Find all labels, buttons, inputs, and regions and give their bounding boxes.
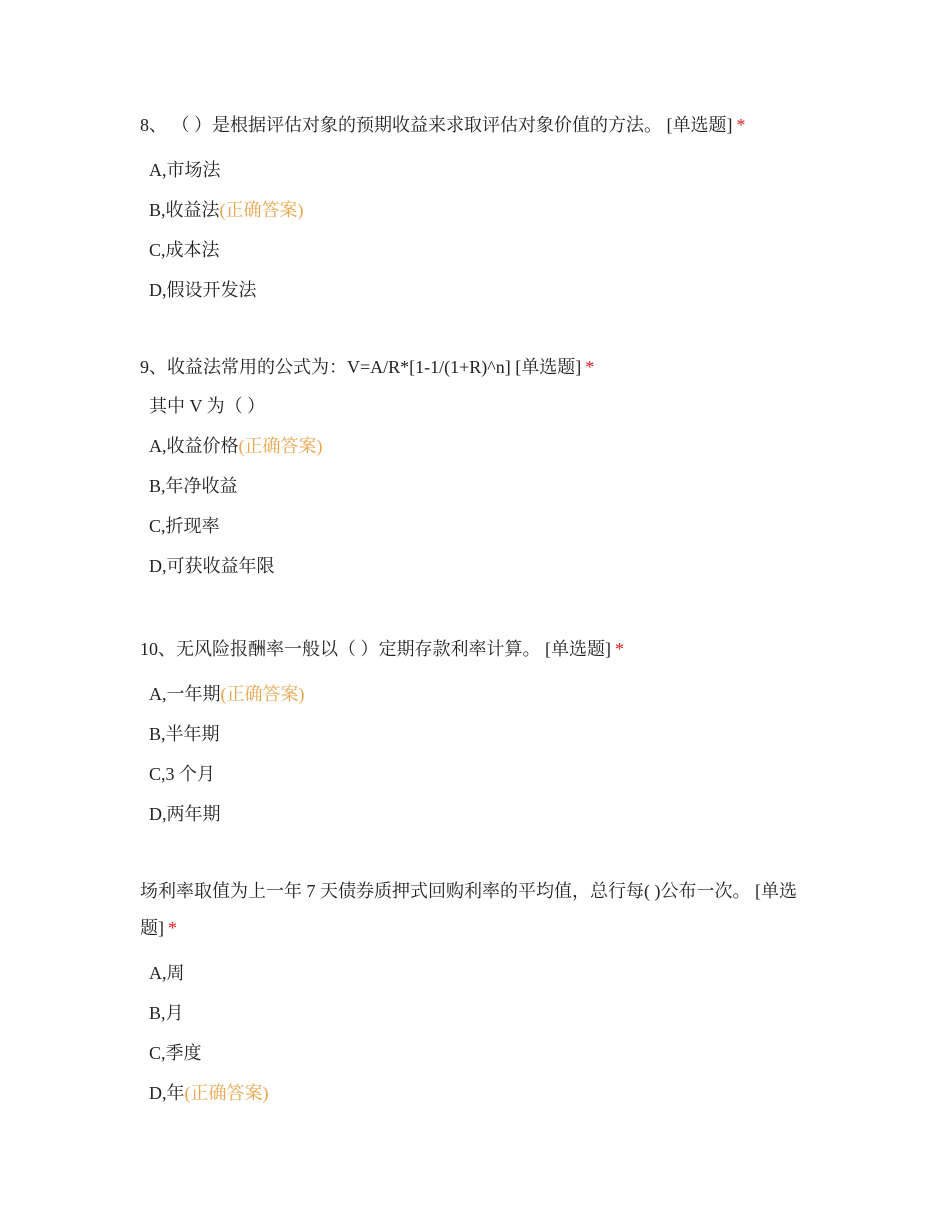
question-9	[140, 349, 810, 586]
option-text: A,收益价格	[149, 436, 239, 456]
option-list	[140, 150, 810, 310]
question-title	[140, 631, 810, 668]
option-text: D,假设开发法	[149, 280, 257, 300]
option-text: C,成本法	[149, 240, 220, 260]
option-text: B,收益法	[149, 200, 220, 220]
question-title	[140, 349, 810, 386]
option-text: D,可获收益年限	[149, 556, 275, 576]
question-title	[140, 107, 810, 144]
option-text: D,年	[149, 1083, 185, 1103]
question-note: 其中 V 为（ ）	[149, 396, 266, 416]
option-text: A,周	[149, 963, 185, 983]
question-10	[140, 631, 810, 834]
option-list	[140, 674, 810, 834]
option-c[interactable]	[149, 1033, 810, 1073]
option-b[interactable]	[149, 993, 810, 1033]
option-text: C,折现率	[149, 516, 220, 536]
option-text: B,半年期	[149, 724, 220, 744]
option-d[interactable]	[149, 546, 810, 586]
option-text: B,年净收益	[149, 476, 238, 496]
option-text: C,3 个月	[149, 764, 216, 784]
required-mark: *	[736, 115, 746, 135]
correct-answer-mark: (正确答案)	[184, 1083, 269, 1103]
question-title	[140, 873, 810, 947]
option-a[interactable]	[149, 150, 810, 190]
option-c[interactable]	[149, 506, 810, 546]
option-b[interactable]	[149, 714, 810, 754]
option-c[interactable]	[149, 754, 810, 794]
question-8	[140, 107, 810, 310]
option-d[interactable]	[149, 794, 810, 834]
option-text: C,季度	[149, 1043, 202, 1063]
required-mark: *	[585, 357, 595, 377]
option-text: B,月	[149, 1003, 184, 1023]
question-text: 9、收益法常用的公式为：V=A/R*[1-1/(1+R)^n] [单选题]	[140, 357, 582, 377]
option-list	[140, 426, 810, 586]
option-d[interactable]	[149, 270, 810, 310]
option-b[interactable]	[149, 190, 810, 230]
option-c[interactable]	[149, 230, 810, 270]
option-text: D,两年期	[149, 804, 221, 824]
option-text: A,市场法	[149, 160, 221, 180]
correct-answer-mark: (正确答案)	[219, 200, 304, 220]
option-a[interactable]	[149, 426, 810, 466]
question-text: 10、无风险报酬率一般以（ ）定期存款利率计算。 [单选题]	[140, 639, 611, 659]
correct-answer-mark: (正确答案)	[220, 684, 305, 704]
option-text: A,一年期	[149, 684, 221, 704]
option-d[interactable]	[149, 1073, 810, 1113]
correct-answer-mark: (正确答案)	[238, 436, 323, 456]
option-a[interactable]	[149, 674, 810, 714]
question-text: 场利率取值为上一年 7 天债券质押式回购利率的平均值，总行每( )公布一次。 [单选题]	[140, 881, 797, 938]
required-mark: *	[168, 918, 177, 938]
question-text: 8、 （ ）是根据评估对象的预期收益来求取评估对象价值的方法。 [单选题]	[140, 115, 733, 135]
option-list	[140, 953, 810, 1113]
option-a[interactable]	[149, 953, 810, 993]
option-b[interactable]	[149, 466, 810, 506]
required-mark: *	[615, 639, 624, 659]
question-11	[140, 873, 810, 1113]
